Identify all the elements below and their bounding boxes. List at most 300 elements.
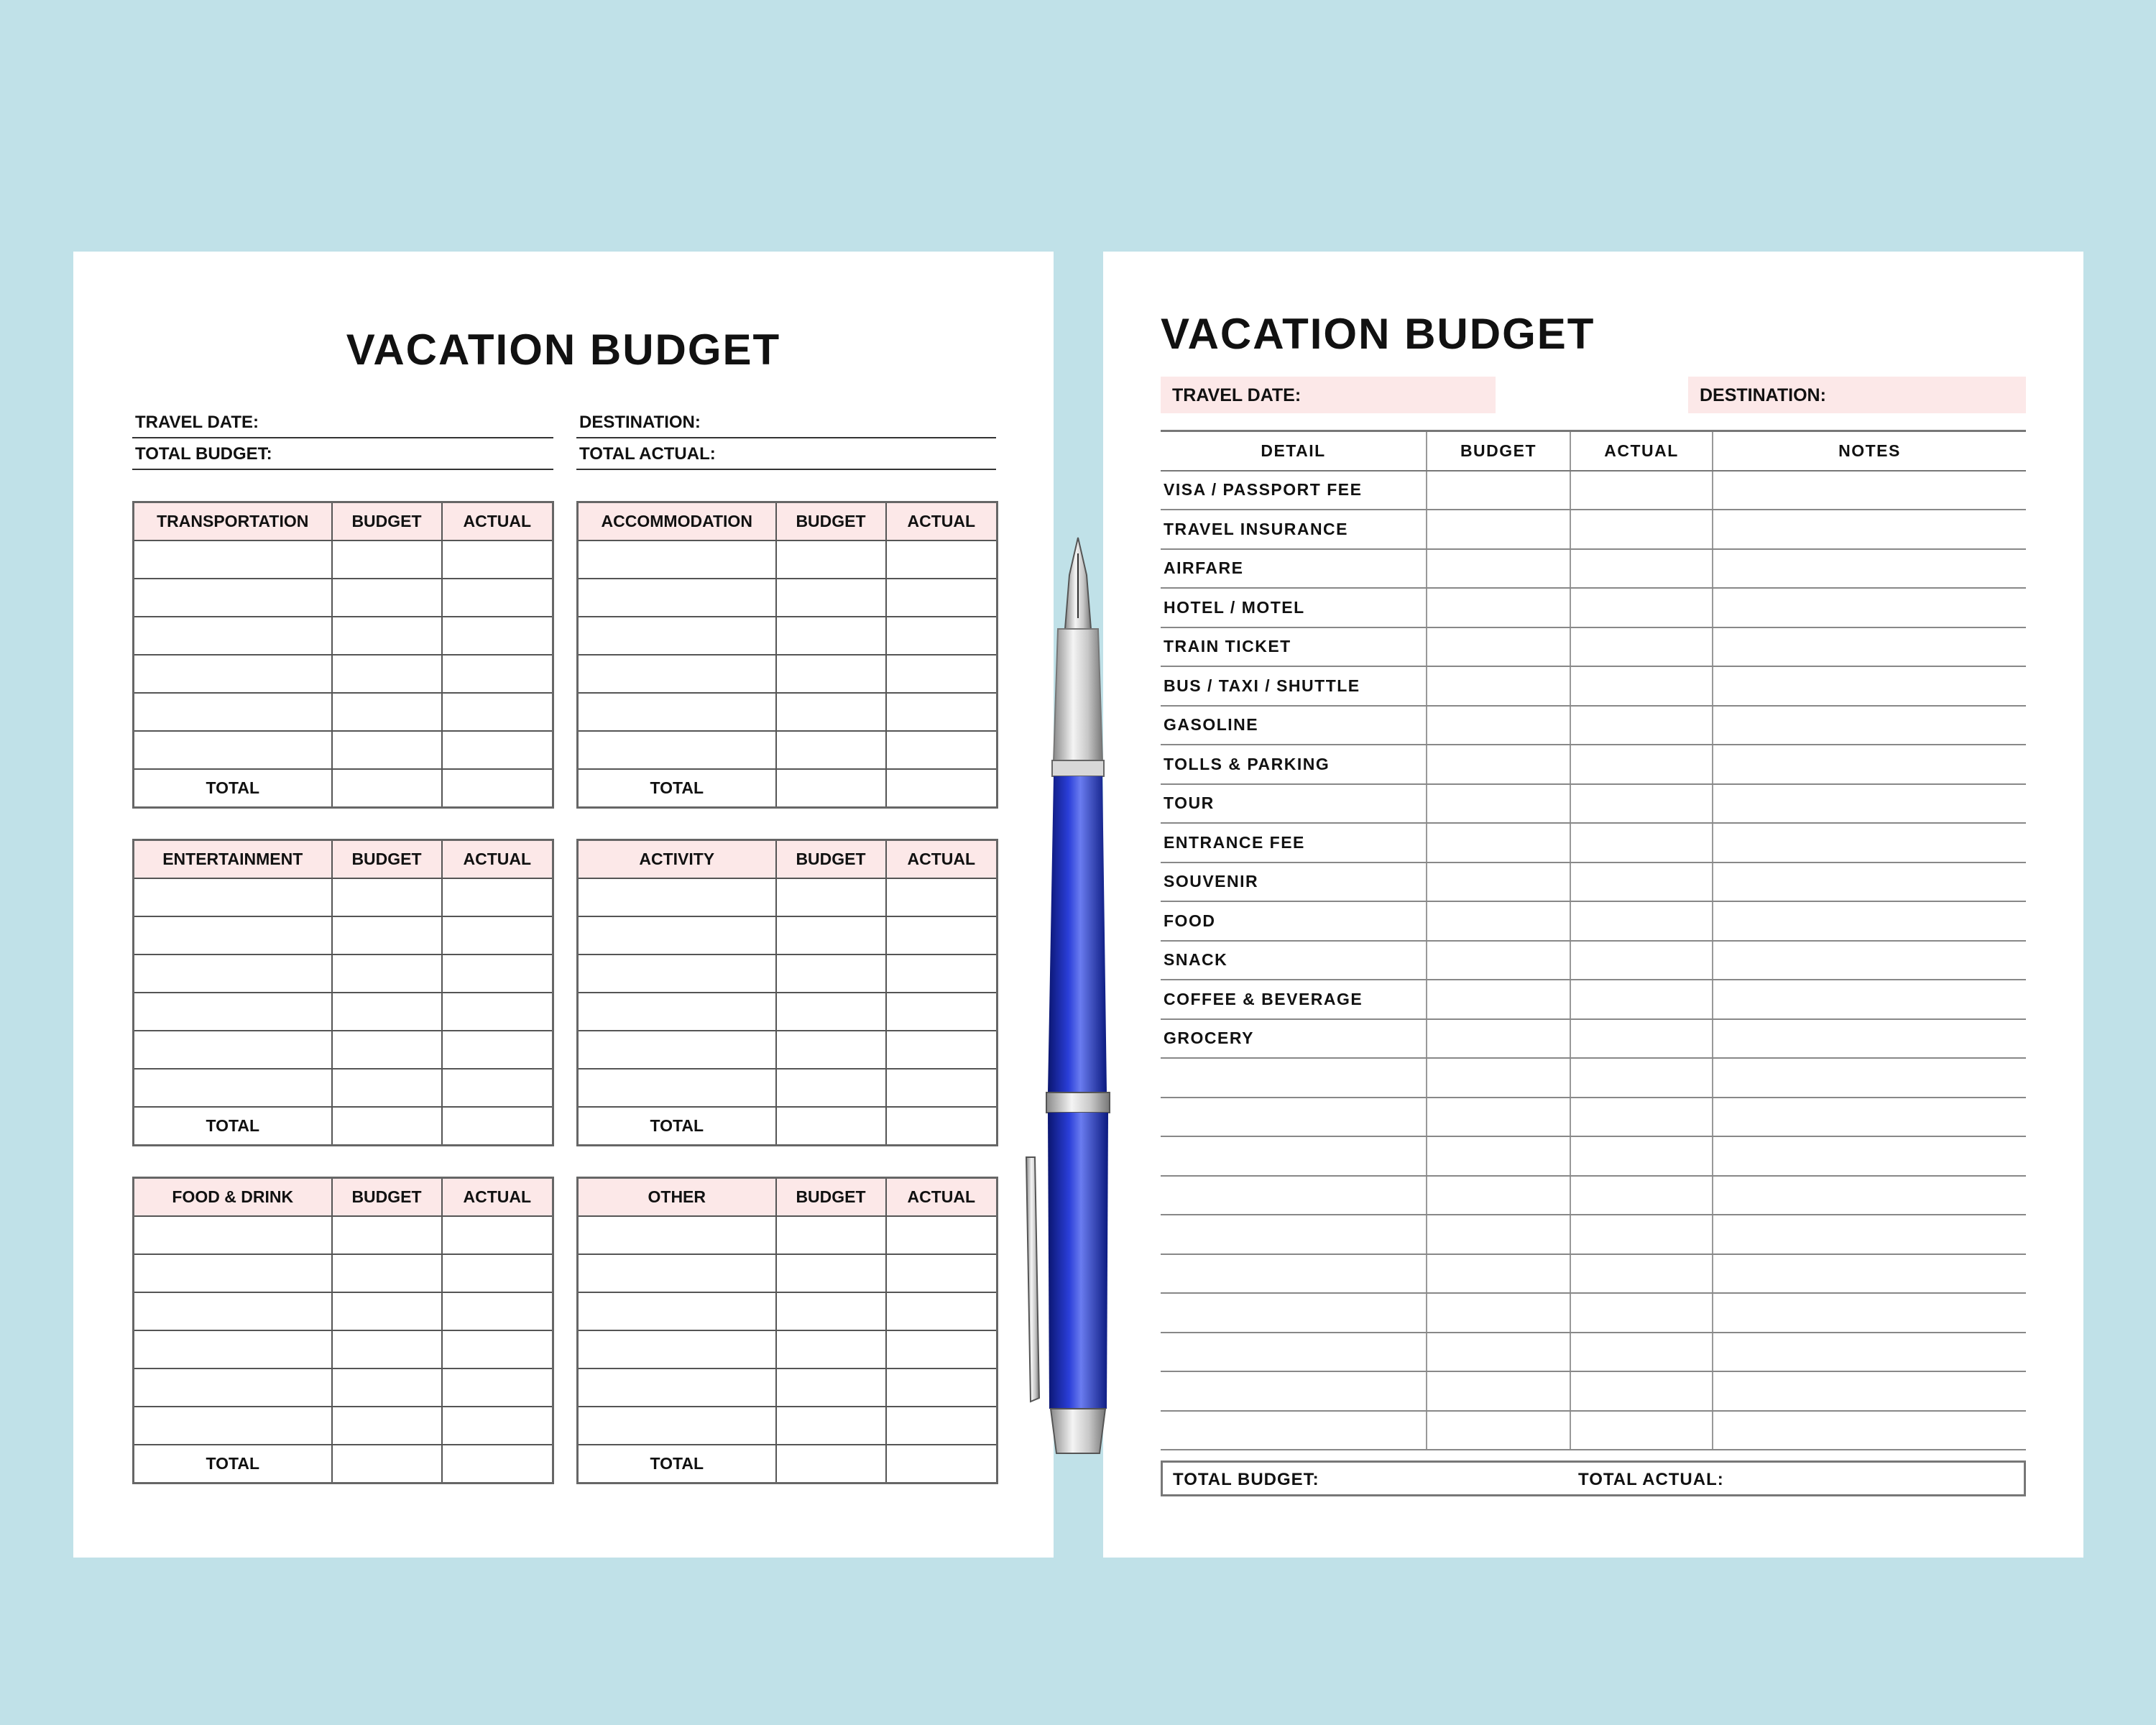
total-actual-label: TOTAL ACTUAL: (1578, 1470, 1724, 1489)
total-actual-cell[interactable] (442, 769, 553, 808)
item-cell[interactable] (134, 1330, 332, 1368)
budget-cell[interactable] (776, 655, 886, 693)
actual-cell[interactable] (442, 1031, 553, 1069)
actual-cell[interactable] (1570, 1098, 1713, 1137)
actual-header: ACTUAL (442, 1178, 553, 1217)
notes-cell[interactable] (1713, 1215, 2026, 1254)
left-planner-page (73, 252, 1054, 1558)
blank-row (578, 916, 998, 954)
item-cell[interactable] (134, 1216, 332, 1254)
category-header: OTHER (578, 1178, 776, 1217)
budget-cell[interactable] (1427, 1215, 1570, 1254)
notes-cell[interactable] (1713, 1136, 2026, 1176)
budget-cell[interactable] (1427, 1411, 1570, 1450)
actual-cell[interactable] (1570, 1333, 1713, 1372)
expense-row (1161, 627, 2026, 667)
budget-header: BUDGET (332, 502, 442, 541)
budget-cell[interactable] (776, 878, 886, 916)
actual-cell[interactable] (886, 993, 998, 1031)
total-budget-cell[interactable] (332, 769, 442, 808)
detail-cell: FOOD (1161, 901, 1427, 941)
notes-cell[interactable] (1713, 471, 2026, 510)
budget-cell[interactable] (332, 1254, 442, 1292)
blank-row (134, 954, 553, 993)
budget-cell[interactable] (332, 1069, 442, 1107)
total-actual-cell[interactable] (442, 1445, 553, 1484)
total-budget-cell[interactable] (332, 1107, 442, 1146)
budget-cell[interactable] (332, 1031, 442, 1069)
total-actual-cell[interactable] (442, 1107, 553, 1146)
notes-cell[interactable] (1713, 823, 2026, 862)
entertainment-table (132, 839, 554, 1146)
actual-cell[interactable] (1570, 1411, 1713, 1450)
budget-cell[interactable] (1427, 1058, 1570, 1098)
budget-cell[interactable] (1427, 1176, 1570, 1215)
item-cell[interactable] (134, 1069, 332, 1107)
actual-cell[interactable] (886, 655, 998, 693)
actual-cell[interactable] (1570, 1136, 1713, 1176)
item-cell[interactable] (578, 954, 776, 993)
expense-row (1161, 941, 2026, 980)
budget-cell[interactable] (1427, 1254, 1570, 1294)
item-cell[interactable] (578, 1292, 776, 1330)
item-cell[interactable] (578, 693, 776, 731)
item-cell[interactable] (134, 954, 332, 993)
total-budget-cell[interactable] (776, 769, 886, 808)
budget-cell[interactable] (332, 655, 442, 693)
notes-cell[interactable] (1713, 1333, 2026, 1372)
actual-header: ACTUAL (442, 840, 553, 879)
expense-row (1161, 1058, 2026, 1098)
budget-cell[interactable] (1427, 823, 1570, 862)
actual-cell[interactable] (442, 1254, 553, 1292)
item-cell[interactable] (134, 993, 332, 1031)
actual-cell[interactable] (1570, 666, 1713, 706)
notes-cell[interactable] (1713, 1019, 2026, 1059)
actual-cell[interactable] (1570, 510, 1713, 549)
budget-cell[interactable] (1427, 901, 1570, 941)
actual-cell[interactable] (442, 731, 553, 769)
item-cell[interactable] (578, 1069, 776, 1107)
actual-cell[interactable] (1570, 745, 1713, 784)
actual-cell[interactable] (886, 1069, 998, 1107)
notes-cell[interactable] (1713, 588, 2026, 627)
expense-row (1161, 1098, 2026, 1137)
budget-cell[interactable] (332, 1292, 442, 1330)
item-cell[interactable] (134, 579, 332, 617)
actual-cell[interactable] (886, 1031, 998, 1069)
expense-row (1161, 666, 2026, 706)
blank-row (578, 693, 998, 731)
expense-row (1161, 510, 2026, 549)
notes-cell[interactable] (1713, 980, 2026, 1019)
budget-cell[interactable] (1427, 1136, 1570, 1176)
actual-cell[interactable] (442, 1216, 553, 1254)
detail-cell (1161, 1333, 1427, 1372)
detail-cell: TOLLS & PARKING (1161, 745, 1427, 784)
detail-cell: GASOLINE (1161, 706, 1427, 745)
budget-cell[interactable] (776, 693, 886, 731)
notes-cell[interactable] (1713, 706, 2026, 745)
blank-row (134, 1254, 553, 1292)
actual-cell[interactable] (886, 617, 998, 655)
budget-cell[interactable] (776, 1368, 886, 1407)
total-actual-cell[interactable] (886, 1107, 998, 1146)
expense-row (1161, 549, 2026, 589)
total-actual-cell[interactable] (886, 1445, 998, 1484)
budget-cell[interactable] (332, 916, 442, 954)
detail-cell: TOUR (1161, 784, 1427, 824)
transportation-table (132, 501, 554, 809)
budget-cell[interactable] (776, 1330, 886, 1368)
category-header: TRANSPORTATION (134, 502, 332, 541)
expense-row (1161, 1293, 2026, 1333)
actual-header: ACTUAL (886, 1178, 998, 1217)
budget-cell[interactable] (1427, 745, 1570, 784)
budget-cell[interactable] (1427, 1333, 1570, 1372)
notes-cell[interactable] (1713, 745, 2026, 784)
page-title: VACATION BUDGET (346, 326, 781, 374)
actual-cell[interactable] (886, 693, 998, 731)
blank-row (134, 993, 553, 1031)
actual-cell[interactable] (1570, 549, 1713, 589)
item-cell[interactable] (578, 655, 776, 693)
actual-cell[interactable] (442, 1330, 553, 1368)
notes-cell[interactable] (1713, 1371, 2026, 1411)
blank-row (578, 954, 998, 993)
blank-row (578, 993, 998, 1031)
actual-cell[interactable] (1570, 471, 1713, 510)
actual-header: ACTUAL (886, 840, 998, 879)
budget-cell[interactable] (332, 731, 442, 769)
budget-cell[interactable] (776, 540, 886, 579)
expense-row (1161, 1411, 2026, 1450)
budget-cell[interactable] (776, 993, 886, 1031)
budget-cell[interactable] (332, 993, 442, 1031)
budget-cell[interactable] (332, 1407, 442, 1445)
blank-row (578, 1031, 998, 1069)
notes-cell[interactable] (1713, 549, 2026, 589)
notes-cell[interactable] (1713, 1254, 2026, 1294)
budget-cell[interactable] (1427, 1098, 1570, 1137)
item-cell[interactable] (134, 1031, 332, 1069)
budget-header: BUDGET (776, 502, 886, 541)
detail-cell (1161, 1293, 1427, 1333)
item-cell[interactable] (578, 1407, 776, 1445)
notes-cell[interactable] (1713, 1293, 2026, 1333)
actual-cell[interactable] (442, 655, 553, 693)
budget-header: BUDGET (332, 840, 442, 879)
actual-cell[interactable] (442, 1368, 553, 1407)
expense-row (1161, 823, 2026, 862)
actual-cell[interactable] (886, 731, 998, 769)
item-cell[interactable] (134, 540, 332, 579)
actual-cell[interactable] (442, 993, 553, 1031)
detail-cell: SOUVENIR (1161, 862, 1427, 902)
page-title: VACATION BUDGET (1161, 310, 1595, 358)
item-cell[interactable] (578, 916, 776, 954)
actual-cell[interactable] (1570, 588, 1713, 627)
budget-cell[interactable] (1427, 941, 1570, 980)
budget-cell[interactable] (776, 617, 886, 655)
actual-cell[interactable] (886, 1330, 998, 1368)
travel-date-field: TRAVEL DATE: (1161, 377, 1496, 413)
destination-field: DESTINATION: (1688, 377, 2026, 413)
budget-cell[interactable] (776, 1292, 886, 1330)
budget-cell[interactable] (332, 693, 442, 731)
expense-row (1161, 1254, 2026, 1294)
budget-cell[interactable] (332, 617, 442, 655)
notes-cell[interactable] (1713, 1058, 2026, 1098)
blank-row (578, 1216, 998, 1254)
total-budget-cell[interactable] (776, 1445, 886, 1484)
blank-row (578, 617, 998, 655)
item-cell[interactable] (134, 916, 332, 954)
actual-cell[interactable] (442, 693, 553, 731)
notes-cell[interactable] (1713, 1098, 2026, 1137)
budget-cell[interactable] (1427, 510, 1570, 549)
actual-cell[interactable] (1570, 627, 1713, 667)
actual-cell[interactable] (1570, 1058, 1713, 1098)
destination-field: DESTINATION: (576, 413, 996, 438)
actual-cell[interactable] (1570, 823, 1713, 862)
actual-cell[interactable] (442, 540, 553, 579)
actual-cell[interactable] (442, 617, 553, 655)
travel-date-field: TRAVEL DATE: (132, 413, 553, 438)
notes-cell[interactable] (1713, 627, 2026, 667)
total-row (578, 769, 998, 808)
actual-cell[interactable] (886, 954, 998, 993)
actual-cell[interactable] (442, 1069, 553, 1107)
item-cell[interactable] (134, 1254, 332, 1292)
notes-cell[interactable] (1713, 941, 2026, 980)
total-row (134, 1107, 553, 1146)
budget-cell[interactable] (776, 1069, 886, 1107)
budget-cell[interactable] (776, 731, 886, 769)
actual-cell[interactable] (442, 916, 553, 954)
blank-row (134, 1069, 553, 1107)
total-row (578, 1107, 998, 1146)
actual-cell[interactable] (442, 579, 553, 617)
expense-row (1161, 588, 2026, 627)
total-label: TOTAL (134, 1107, 332, 1146)
column-header-notes: NOTES (1713, 431, 2026, 471)
total-row (578, 1445, 998, 1484)
actual-cell[interactable] (886, 1254, 998, 1292)
budget-cell[interactable] (1427, 666, 1570, 706)
budget-cell[interactable] (776, 579, 886, 617)
budget-cell[interactable] (776, 1216, 886, 1254)
budget-cell[interactable] (1427, 706, 1570, 745)
item-cell[interactable] (134, 1368, 332, 1407)
budget-cell[interactable] (332, 1368, 442, 1407)
right-planner-page (1103, 252, 2083, 1558)
budget-cell[interactable] (1427, 549, 1570, 589)
total-label: TOTAL (578, 1445, 776, 1484)
detail-cell (1161, 1411, 1427, 1450)
expense-row (1161, 1215, 2026, 1254)
total-label: TOTAL (134, 769, 332, 808)
detail-cell: TRAVEL INSURANCE (1161, 510, 1427, 549)
blank-row (578, 579, 998, 617)
actual-cell[interactable] (1570, 980, 1713, 1019)
item-cell[interactable] (134, 731, 332, 769)
budget-cell[interactable] (332, 878, 442, 916)
actual-cell[interactable] (442, 954, 553, 993)
actual-cell[interactable] (886, 540, 998, 579)
blank-row (134, 1031, 553, 1069)
blank-row (134, 540, 553, 579)
actual-cell[interactable] (1570, 862, 1713, 902)
budget-header: BUDGET (776, 1178, 886, 1217)
actual-cell[interactable] (1570, 1176, 1713, 1215)
total-actual-field: TOTAL ACTUAL: (576, 444, 996, 470)
blank-row (134, 916, 553, 954)
budget-cell[interactable] (1427, 1293, 1570, 1333)
total-actual-cell[interactable] (886, 769, 998, 808)
total-row (134, 769, 553, 808)
total-label: TOTAL (134, 1445, 332, 1484)
expense-row (1161, 745, 2026, 784)
budget-cell[interactable] (1427, 627, 1570, 667)
budget-cell[interactable] (1427, 471, 1570, 510)
expense-row (1161, 901, 2026, 941)
total-budget-field: TOTAL BUDGET: (132, 444, 553, 470)
actual-cell[interactable] (886, 916, 998, 954)
actual-cell[interactable] (1570, 901, 1713, 941)
notes-cell[interactable] (1713, 901, 2026, 941)
budget-cell[interactable] (1427, 588, 1570, 627)
budget-cell[interactable] (1427, 1019, 1570, 1059)
accommodation-table (576, 501, 998, 809)
actual-cell[interactable] (886, 878, 998, 916)
actual-header: ACTUAL (886, 502, 998, 541)
actual-cell[interactable] (1570, 941, 1713, 980)
expense-row (1161, 1019, 2026, 1059)
actual-cell[interactable] (886, 579, 998, 617)
blank-row (134, 1216, 553, 1254)
notes-cell[interactable] (1713, 784, 2026, 824)
expense-row (1161, 862, 2026, 902)
item-cell[interactable] (578, 878, 776, 916)
actual-cell[interactable] (886, 1368, 998, 1407)
total-label: TOTAL (578, 769, 776, 808)
budget-cell[interactable] (776, 954, 886, 993)
budget-header: BUDGET (332, 1178, 442, 1217)
actual-cell[interactable] (442, 1292, 553, 1330)
item-cell[interactable] (134, 1292, 332, 1330)
expense-row (1161, 1333, 2026, 1372)
blank-row (578, 1368, 998, 1407)
budget-cell[interactable] (776, 1031, 886, 1069)
budget-cell[interactable] (776, 916, 886, 954)
fountain-pen-image (1006, 532, 1121, 1459)
item-cell[interactable] (134, 655, 332, 693)
notes-cell[interactable] (1713, 666, 2026, 706)
detail-cell (1161, 1176, 1427, 1215)
item-cell[interactable] (134, 1407, 332, 1445)
budget-cell[interactable] (1427, 862, 1570, 902)
notes-cell[interactable] (1713, 510, 2026, 549)
detail-cell: TRAIN TICKET (1161, 627, 1427, 667)
category-header: FOOD & DRINK (134, 1178, 332, 1217)
budget-cell[interactable] (776, 1407, 886, 1445)
item-cell[interactable] (578, 731, 776, 769)
item-cell[interactable] (578, 579, 776, 617)
detail-cell (1161, 1371, 1427, 1411)
item-cell[interactable] (134, 878, 332, 916)
actual-cell[interactable] (886, 1216, 998, 1254)
item-cell[interactable] (578, 1254, 776, 1292)
notes-cell[interactable] (1713, 862, 2026, 902)
detail-cell: SNACK (1161, 941, 1427, 980)
notes-cell[interactable] (1713, 1176, 2026, 1215)
actual-cell[interactable] (442, 1407, 553, 1445)
budget-cell[interactable] (332, 1330, 442, 1368)
total-budget-label: TOTAL BUDGET: (1173, 1470, 1319, 1489)
category-header: ACTIVITY (578, 840, 776, 879)
notes-cell[interactable] (1713, 1411, 2026, 1450)
actual-cell[interactable] (442, 878, 553, 916)
actual-cell[interactable] (886, 1292, 998, 1330)
activity-table (576, 839, 998, 1146)
blank-row (578, 1254, 998, 1292)
budget-cell[interactable] (332, 1216, 442, 1254)
actual-cell[interactable] (1570, 1215, 1713, 1254)
actual-cell[interactable] (1570, 1371, 1713, 1411)
actual-cell[interactable] (1570, 1293, 1713, 1333)
item-cell[interactable] (578, 617, 776, 655)
budget-cell[interactable] (1427, 784, 1570, 824)
expense-detail-table (1161, 430, 2026, 1450)
actual-cell[interactable] (1570, 706, 1713, 745)
budget-cell[interactable] (1427, 1371, 1570, 1411)
item-cell[interactable] (578, 540, 776, 579)
item-cell[interactable] (578, 1368, 776, 1407)
budget-cell[interactable] (776, 1254, 886, 1292)
item-cell[interactable] (578, 1216, 776, 1254)
category-header: ENTERTAINMENT (134, 840, 332, 879)
blank-row (578, 655, 998, 693)
detail-cell: GROCERY (1161, 1019, 1427, 1059)
actual-cell[interactable] (1570, 1019, 1713, 1059)
item-cell[interactable] (134, 617, 332, 655)
blank-row (134, 1407, 553, 1445)
budget-cell[interactable] (1427, 980, 1570, 1019)
actual-cell[interactable] (1570, 784, 1713, 824)
budget-cell[interactable] (332, 579, 442, 617)
category-header: ACCOMMODATION (578, 502, 776, 541)
blank-row (134, 1330, 553, 1368)
detail-cell (1161, 1136, 1427, 1176)
total-budget-cell[interactable] (776, 1107, 886, 1146)
blank-row (578, 1069, 998, 1107)
actual-cell[interactable] (886, 1407, 998, 1445)
totals-box (1161, 1460, 2026, 1496)
expense-row (1161, 1136, 2026, 1176)
expense-row (1161, 471, 2026, 510)
detail-cell (1161, 1058, 1427, 1098)
budget-cell[interactable] (332, 540, 442, 579)
item-cell[interactable] (578, 1330, 776, 1368)
budget-cell[interactable] (332, 954, 442, 993)
total-budget-cell[interactable] (332, 1445, 442, 1484)
expense-row (1161, 980, 2026, 1019)
item-cell[interactable] (578, 993, 776, 1031)
item-cell[interactable] (134, 693, 332, 731)
item-cell[interactable] (578, 1031, 776, 1069)
actual-cell[interactable] (1570, 1254, 1713, 1294)
